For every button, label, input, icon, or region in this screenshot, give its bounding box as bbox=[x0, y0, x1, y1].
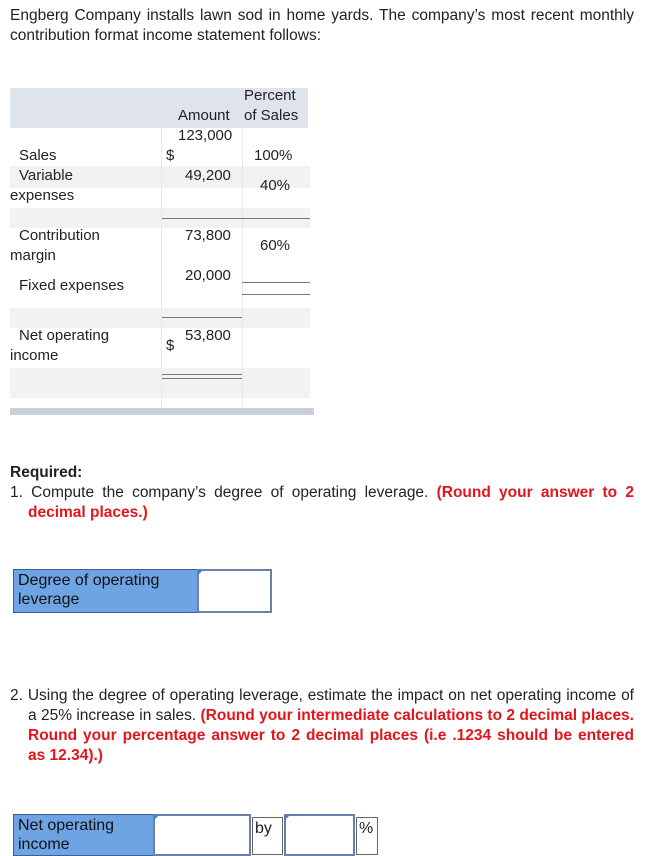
question-2: 2. Using the degree of operating leverage, estimate the impact on net operating income of a 25% increase in sales. (Round your intermediate calculations to 2 decimal places. Round your percentage answer to 2 decimal places (i.e .1234 should be entered as 12.34).) bbox=[10, 687, 634, 764]
row-contribution-amount: 73,800 bbox=[185, 227, 231, 244]
required-section bbox=[10, 463, 634, 523]
row-contribution-percent: 60% bbox=[260, 237, 291, 254]
table-bottom-bar bbox=[10, 408, 314, 415]
noi-label: Net operating income bbox=[13, 814, 154, 856]
header-percent: Percent bbox=[244, 87, 296, 104]
row-fixed-amount: 20,000 bbox=[185, 267, 231, 284]
row-variable-percent: 40% bbox=[260, 177, 291, 194]
required-heading: Required: bbox=[10, 464, 83, 481]
row-variable-label-2: expenses bbox=[10, 187, 75, 204]
question-1: 1. Compute the company’s degree of operating leverage. (Round your answer to 2 decimal places.) bbox=[10, 484, 634, 521]
row-noi-label-2: income bbox=[10, 347, 59, 364]
percent-symbol: % bbox=[356, 817, 378, 855]
noi-change-input[interactable] bbox=[153, 814, 251, 856]
question-1-note: (Round your answer to 2 decimal places.) bbox=[28, 484, 634, 521]
question-2-text: Using the degree of operating leverage, estimate the impact on net operating income of a 25% increase in sales. bbox=[27, 687, 634, 724]
row-noi-dollar: $ bbox=[166, 337, 175, 354]
noi-percent-input[interactable] bbox=[284, 814, 355, 856]
row-contribution-label-2: margin bbox=[10, 247, 56, 264]
row-variable-amount: 49,200 bbox=[185, 167, 231, 184]
row-contribution-label-1: Contribution bbox=[19, 227, 100, 244]
row-noi-amount: 53,800 bbox=[185, 327, 231, 344]
question-1-text: Compute the company’s degree of operating leverage. bbox=[31, 484, 429, 501]
row-sales-percent: 100% bbox=[254, 147, 293, 164]
income-statement-table bbox=[10, 88, 314, 415]
row-noi-label-1: Net operating bbox=[19, 327, 110, 344]
row-sales-label: Sales bbox=[19, 147, 57, 164]
by-label: by bbox=[252, 817, 283, 855]
dol-label: Degree of operating leverage bbox=[13, 569, 198, 613]
problem-intro: Engberg Company installs lawn sod in home yards. The company’s most recent monthly contribution format income statement follows: bbox=[10, 7, 634, 44]
header-of-sales: of Sales bbox=[244, 107, 299, 124]
header-amount: Amount bbox=[178, 107, 230, 124]
question-2-block bbox=[10, 686, 634, 766]
question-2-note: (Round your intermediate calculations to 2 decimal places. Round your percentage answer to 2 decimal places (i.e .1234 should be entered as 12.34).) bbox=[28, 707, 634, 764]
row-variable-label-1: Variable bbox=[19, 167, 73, 184]
row-sales-dollar: $ bbox=[166, 147, 175, 164]
row-sales-amount: 123,000 bbox=[178, 127, 233, 144]
row-fixed-label: Fixed expenses bbox=[19, 277, 125, 294]
dol-input[interactable] bbox=[197, 569, 272, 613]
